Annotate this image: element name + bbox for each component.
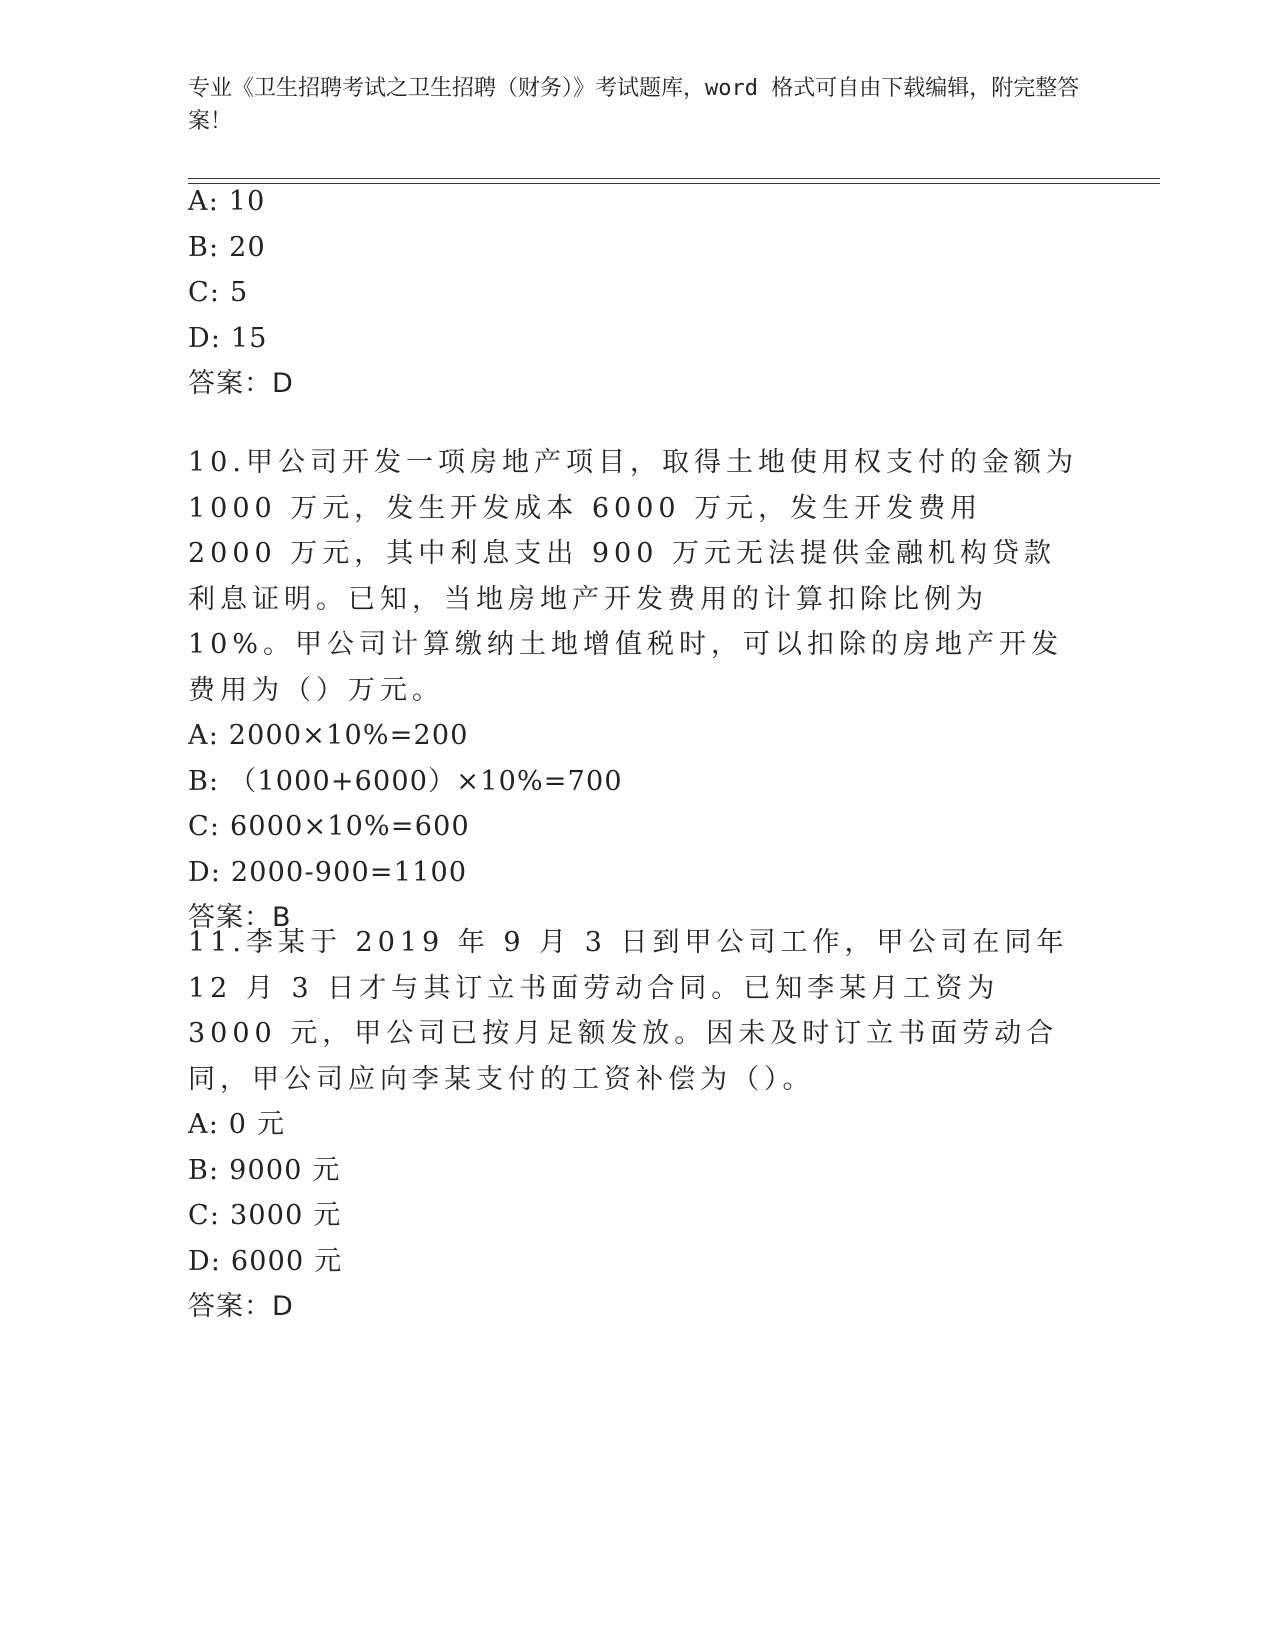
option-b: B: 20 <box>188 231 266 263</box>
question-block-10 <box>188 440 1088 941</box>
option-a: A: 0 元 <box>188 1109 286 1140</box>
option-a: A: 2000×10%=200 <box>188 720 469 751</box>
option-b: B: （1000+6000）×10%=700 <box>188 765 623 797</box>
option-b: B: 9000 元 <box>188 1154 341 1186</box>
option-a: A: 10 <box>188 186 266 217</box>
answer-label: 答案：B <box>188 902 292 933</box>
question-stem: 11.李某于 2019 年 9 月 3 日到甲公司工作，甲公司在同年 12 月 3 日才与其订立书面劳动合同。已知李某月工资为 3000 元，甲公司已按月足额发放。因未及时订立书面劳动合同，甲公司应向李某支付的工资补偿为（）。 <box>188 927 1069 1095</box>
document-header: 专业《卫生招聘考试之卫生招聘（财务）》考试题库，word 格式可自由下载编辑，附完整答案！ <box>188 76 1080 134</box>
question-stem: 10.甲公司开发一项房地产项目，取得土地使用权支付的金额为 1000 万元，发生开发成本 6000 万元，发生开发费用 2000 万元，其中利息支出 900 万元无法提供金融机构贷款利息证明。已知，当地房地产开发费用的计算扣除比例为 10%。甲公司计算缴纳土地增值税时，可以扣除的房地产开发费用为（）万元。 <box>188 447 1078 706</box>
option-d: D: 6000 元 <box>188 1245 343 1277</box>
answer-label: 答案：D <box>188 368 294 399</box>
option-c: C: 3000 元 <box>188 1200 342 1231</box>
option-d: D: 15 <box>188 322 268 354</box>
option-c: C: 6000×10%=600 <box>188 811 470 842</box>
question-block-11 <box>188 920 1088 1330</box>
option-d: D: 2000-900=1100 <box>188 856 468 888</box>
answer-label: 答案：D <box>188 1291 294 1322</box>
question-block-previous <box>188 179 1088 407</box>
option-c: C: 5 <box>188 277 249 308</box>
